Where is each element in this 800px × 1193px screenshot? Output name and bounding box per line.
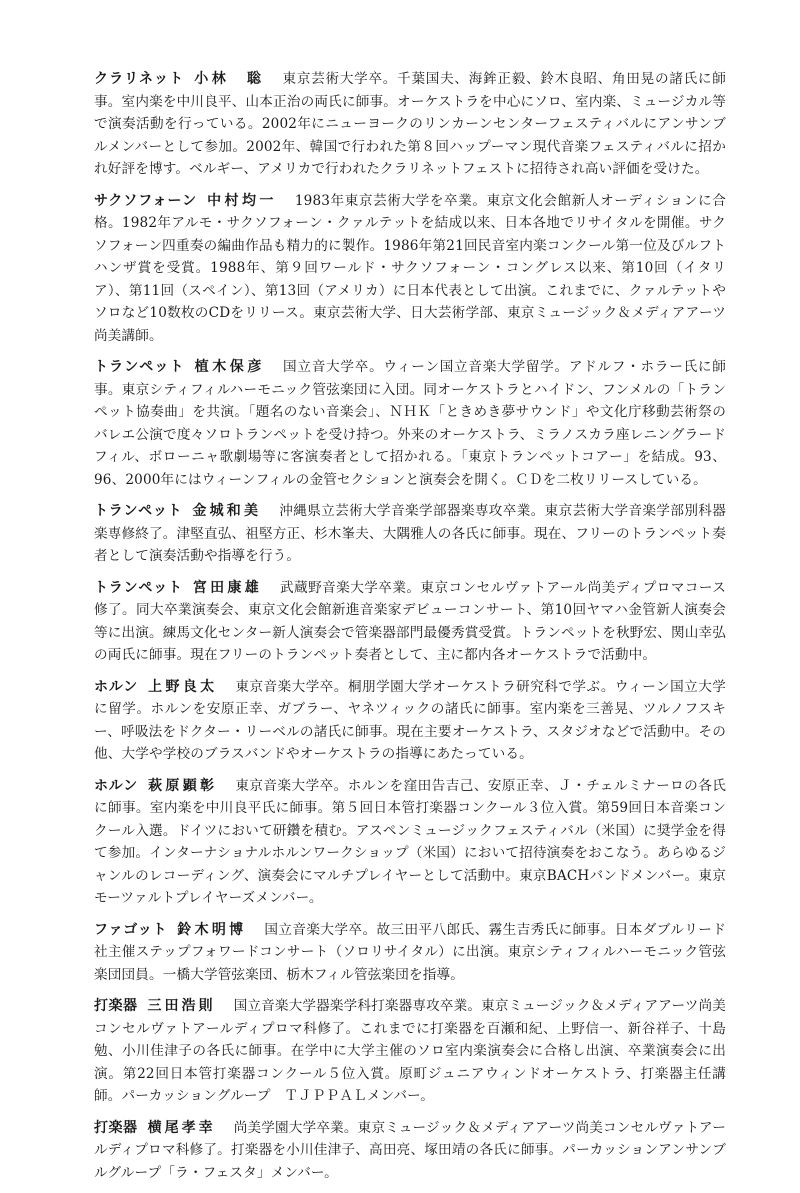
bio-entry — [94, 775, 726, 910]
performer-name: 横尾孝幸 — [147, 1119, 216, 1136]
performer-name: 金城和美 — [192, 503, 262, 519]
instrument-label: トランペット — [94, 579, 183, 596]
bio-text: 東京芸術大学卒。千葉国夫、海鉾正毅、鈴木良昭、角田晃の諸氏に師事。室内楽を中川良平、山本正治の両氏に師事。オーケストラを中心にソロ、室内楽、ミュージカル等で演奏活動を行っている。2002年にニューヨークのリンカーンセンターフェスティバルにアンサンブルメンバーとして参加。2002年、韓国で行われた第８回ハップーマン現代音楽フェスティバルに招かれ好評を博す。ベルギー、アメリカで行われたクラリネットフェストに招待され高い評価を受けた。 — [94, 71, 726, 177]
bio-text: 国立音楽大学器楽学科打楽器専攻卒業。東京ミュージック＆メディアアーツ尚美コンセルヴァトアールディプロマ科修了。これまでに打楽器を百瀬和紀、上野信一、新谷祥子、十島勉、小川佳津子の各氏に師事。在学中に大学主催のソロ室内楽演奏会に合格し出演、卒業演奏会に出演。第22回日本管打楽器コンクール５位入賞。原町ジュニアウィンドオーケストラ、打楽器主任講師。パーカッショングループ ＴＪＰＰＡＬメンバー。 — [94, 998, 726, 1104]
instrument-label: ホルン — [94, 777, 139, 794]
bio-text: 沖縄県立芸術大学音楽学部器楽専攻卒業。東京芸術大学音楽学部別科器楽専修終了。津堅直弘、祖堅方正、杉木峯夫、大隅雅人の各氏に師事。現在、フリーのトランペット奏者として演奏活動や指導を行う。 — [94, 503, 727, 564]
instrument-label: 打楽器 — [94, 998, 138, 1014]
bio-entry — [94, 356, 726, 491]
bio-entry — [94, 68, 726, 181]
bio-text: 東京音楽大学卒。桐朋学園大学オーケストラ研究科で学ぶ。ウィーン国立大学に留学。ホルンを安原正幸、ガブラー、ヤネツィックの諸氏に師事。室内楽を三善晃、ツルノフスキー、呼吸法をドクター・リーベルの諸氏に師事。現在主要オーケストラ、スタジオなどで活動中。その他、大学や学校のブラスバンドやオーケストラの指導にあたっている。 — [94, 678, 727, 762]
bio-text: 武蔵野音楽大学卒業。東京コンセルヴァトアール尚美ディプロマコース修了。同大卒業演奏会、東京文化会館新進音楽家デビューコンサート、第10回ヤマハ金管新人演奏会等に出演。練馬文化センター新人演奏会で管楽器部門最優秀賞受賞。トランペットを秋野宏、関山幸弘の両氏に師事。現在フリーのトランペット奏者として、主に都内各オーケストラで活動中。 — [94, 579, 727, 663]
instrument-label: 打楽器 — [94, 1119, 138, 1136]
performer-name: 植木保彦 — [194, 359, 266, 375]
performer-name: 上野良太 — [148, 678, 218, 695]
instrument-label: サクソフォーン — [94, 192, 198, 209]
performer-name: 三田浩則 — [147, 998, 216, 1014]
performer-name: 萩原顕彰 — [148, 777, 218, 794]
instrument-label: ファゴット — [94, 921, 168, 938]
bio-text: 尚美学園大学卒業。東京ミュージック＆メディアアーツ尚美コンセルヴァトアールディプロマ科修了。打楽器を小川佳津子、高田亮、塚田靖の各氏に師事。パーカッションアンサンブルグループ「ラ・フェスタ」メンバー。 — [94, 1119, 726, 1181]
bio-text: 国立音楽大学卒。故三田平八郎氏、霧生吉秀氏に師事。日本ダブルリード社主催ステップフォワードコンサート（ソロリサイタル）に出演。東京シティフィルハーモニック管弦楽団団員。一橋大学管弦楽団、栃木フィル管弦楽団を指導。 — [94, 921, 726, 983]
performer-name: 中村均一 — [207, 192, 277, 209]
instrument-label: ホルン — [94, 678, 139, 695]
bio-entry — [94, 190, 726, 348]
bio-entry — [94, 1117, 726, 1185]
instrument-label: トランペット — [94, 359, 185, 375]
performer-name: 小林 聡 — [194, 71, 265, 87]
bio-entry — [94, 676, 726, 766]
bio-entry — [94, 995, 726, 1108]
bio-entry — [94, 577, 726, 667]
performer-name: 鈴木明博 — [177, 921, 247, 938]
instrument-label: クラリネット — [94, 71, 185, 87]
bio-text: 国立音大学卒。ウィーン国立音楽大学留学。アドルフ・ホラー氏に師事。東京シティフィルハーモニック管弦楽団に入団。同オーケストラとハイドン、フンメルの「トランペット協奏曲」を共演。「題名のない音楽会」、ＮＨＫ「ときめき夢サウンド」や文化庁移動芸術祭のバレエ公演で度々ソロトランペットを受け持つ。外来のオーケストラ、ミラノスカラ座レニングラードフィル、ボローニャ歌劇場等に客演奏者として招かれる。「東京トランペットコアー」を結成。93、96、2000年にはウィーンフィルの金管セクションと演奏会を開く。ＣＤを二枚リリースしている。 — [94, 359, 727, 488]
bio-text: 東京音楽大学卒。ホルンを窪田告吉己、安原正幸、Ｊ・チェルミナーロの各氏に師事。室内楽を中川良平氏に師事。第５回日本管打楽器コンクール３位入賞。第59回日本音楽コンクール入選。ドイツにおいて研鑽を積む。アスペンミュージックフェスティバル（米国）に奨学金を得て参加。インターナショナルホルンワークショップ（米国）において招待演奏をおこなう。あらゆるジャンルのレコーディング、演奏会にマルチプレイヤーとして活動中。東京BACHバンドメンバー。東京モーツァルトプレイヤーズメンバー。 — [94, 777, 727, 906]
bio-entry — [94, 919, 726, 987]
instrument-label: トランペット — [94, 503, 183, 519]
performer-name: 宮田康雄 — [192, 579, 262, 596]
bio-text: 1983年東京芸術大学を卒業。東京文化会館新人オーディションに合格。1982年アルモ・サクソフォーン・クァルテットを結成以来、日本各地でリサイタルを開催。サクソフォーン四重奏の編曲作品も精力的に製作。1986年第21回民音室内楽コンクール第一位及びルフトハンザ賞を受賞。1988年、第９回ワールド・サクソフォーン・コングレス以来、第10回（イタリア）、第11回（スペイン）、第13回（アメリカ）に日本代表として出演。これまでに、クァルテットやソロなど10数枚のCDをリリース。東京芸術大学、日大芸術学部、東京ミュージック＆メディアアーツ尚美講師。 — [94, 192, 726, 344]
performer-bio-list — [94, 68, 726, 1193]
bio-entry — [94, 500, 726, 568]
